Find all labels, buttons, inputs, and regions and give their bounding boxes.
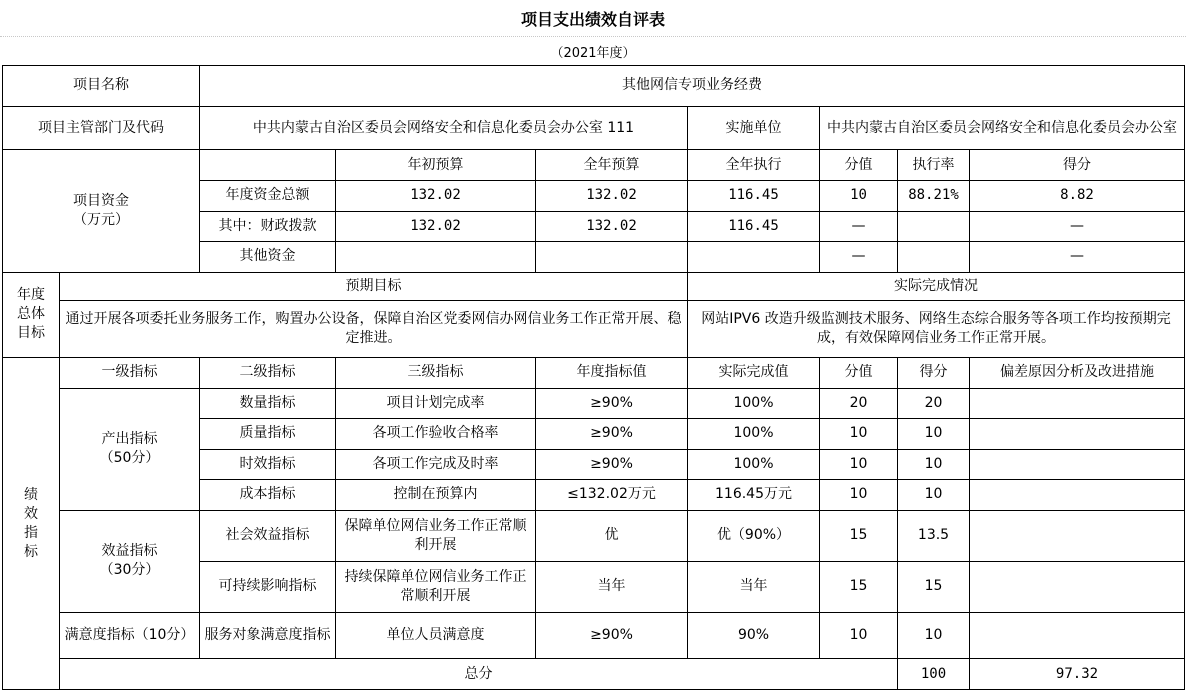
deviation-cell <box>970 612 1185 659</box>
header-actual: 实际完成值 <box>688 358 820 389</box>
impl-unit-value: 中共内蒙古自治区委员会网络安全和信息化委员会办公室 <box>820 106 1185 150</box>
deviation-cell <box>970 480 1185 511</box>
actual-cell: 90% <box>688 612 820 659</box>
header-level1: 一级指标 <box>60 358 200 389</box>
performance-indicator-label-char: 绩 <box>24 486 38 503</box>
table-row <box>3 510 1185 561</box>
goals-content-row <box>3 301 1185 358</box>
performance-indicator-label <box>3 358 60 690</box>
performance-indicator-label-char: 指 <box>24 524 38 541</box>
annual-goal-label-line: 目标 <box>17 325 45 342</box>
funds-initial: 132.02 <box>336 181 536 212</box>
score-value-cell: 10 <box>820 480 898 511</box>
funds-header-score: 得分 <box>970 150 1185 181</box>
funds-label-line2: （万元） <box>73 212 129 229</box>
level2-cell: 质量指标 <box>200 419 336 450</box>
actual-status-text: 网站IPV6 改造升级监测技术服务、网络生态综合服务等各项工作均按预期完成，有效保障网信业务工作正常开展。 <box>688 301 1185 358</box>
score-value-cell: 20 <box>820 388 898 419</box>
dept-value: 中共内蒙古自治区委员会网络安全和信息化委员会办公室 111 <box>200 106 688 150</box>
goals-header-row <box>3 272 1185 301</box>
effect-indicator-label-line2: （30分） <box>99 562 160 579</box>
indicator-header-row <box>3 358 1185 389</box>
funds-annual: 132.02 <box>536 181 688 212</box>
header-score: 得分 <box>898 358 970 389</box>
level3-cell: 项目计划完成率 <box>336 388 536 419</box>
level2-cell: 社会效益指标 <box>200 510 336 561</box>
header-score-value: 分值 <box>820 358 898 389</box>
target-cell: ≥90% <box>536 449 688 480</box>
funds-executed: 116.45 <box>688 181 820 212</box>
score-value-cell: 15 <box>820 510 898 561</box>
total-score: 97.32 <box>970 659 1185 690</box>
level2-cell: 成本指标 <box>200 480 336 511</box>
funds-header-score-value: 分值 <box>820 150 898 181</box>
target-cell: ≤132.02万元 <box>536 480 688 511</box>
funds-rate: 88.21% <box>898 181 970 212</box>
funds-executed: 116.45 <box>688 211 820 242</box>
score-value-cell: 15 <box>820 561 898 612</box>
annual-goal-label-line: 总体 <box>17 306 45 323</box>
header-level3: 三级指标 <box>336 358 536 389</box>
funds-score: 8.82 <box>970 181 1185 212</box>
funds-header-rate: 执行率 <box>898 150 970 181</box>
actual-cell: 100% <box>688 449 820 480</box>
funds-row-label-header <box>200 150 336 181</box>
deviation-cell <box>970 419 1185 450</box>
header-target: 年度指标值 <box>536 358 688 389</box>
performance-indicator-label-char: 效 <box>24 505 38 522</box>
annual-goal-label-line: 年度 <box>17 287 45 304</box>
performance-indicator-label-char: 标 <box>24 543 38 560</box>
funds-row-label: 其他资金 <box>200 242 336 273</box>
effect-indicator-label <box>60 510 200 612</box>
level2-cell: 服务对象满意度指标 <box>200 612 336 659</box>
satisfaction-indicator-label: 满意度指标（10分） <box>60 612 200 659</box>
level2-cell: 时效指标 <box>200 449 336 480</box>
deviation-cell <box>970 510 1185 561</box>
funds-initial <box>336 242 536 273</box>
score-cell: 10 <box>898 419 970 450</box>
page-title: 项目支出绩效自评表 <box>0 0 1186 37</box>
actual-cell: 100% <box>688 388 820 419</box>
funds-label <box>3 150 200 272</box>
target-cell: ≥90% <box>536 419 688 450</box>
funds-label-line1: 项目资金 <box>73 193 129 210</box>
target-cell: 优 <box>536 510 688 561</box>
actual-cell: 优（90%） <box>688 510 820 561</box>
table-row <box>3 612 1185 659</box>
deviation-cell <box>970 561 1185 612</box>
actual-cell: 100% <box>688 419 820 450</box>
funds-score-value: — <box>820 242 898 273</box>
funds-annual <box>536 242 688 273</box>
level3-cell: 控制在预算内 <box>336 480 536 511</box>
total-row <box>3 659 1185 690</box>
header-level2: 二级指标 <box>200 358 336 389</box>
target-cell: 当年 <box>536 561 688 612</box>
actual-cell: 116.45万元 <box>688 480 820 511</box>
level2-cell: 数量指标 <box>200 388 336 419</box>
funds-header-executed: 全年执行 <box>688 150 820 181</box>
funds-rate <box>898 211 970 242</box>
expected-goal-text: 通过开展各项委托业务服务工作，购置办公设备，保障自治区党委网信办网信业务工作正常开展、稳定推进。 <box>60 301 688 358</box>
annual-goal-label <box>3 272 60 358</box>
self-evaluation-table <box>2 65 1185 690</box>
funds-annual: 132.02 <box>536 211 688 242</box>
funds-header-annual: 全年预算 <box>536 150 688 181</box>
actual-status-header: 实际完成情况 <box>688 272 1185 301</box>
dept-label: 项目主管部门及代码 <box>3 106 200 150</box>
level2-cell: 可持续影响指标 <box>200 561 336 612</box>
score-cell: 15 <box>898 561 970 612</box>
score-cell: 10 <box>898 612 970 659</box>
score-cell: 20 <box>898 388 970 419</box>
expected-goal-header: 预期目标 <box>60 272 688 301</box>
deviation-cell <box>970 449 1185 480</box>
impl-unit-label: 实施单位 <box>688 106 820 150</box>
funds-score: — <box>970 211 1185 242</box>
level3-cell: 各项工作验收合格率 <box>336 419 536 450</box>
funds-header-row <box>3 150 1185 181</box>
output-indicator-label <box>60 388 200 510</box>
score-cell: 13.5 <box>898 510 970 561</box>
project-name-row <box>3 66 1185 107</box>
funds-executed <box>688 242 820 273</box>
project-name-label: 项目名称 <box>3 66 200 107</box>
total-score-value: 100 <box>898 659 970 690</box>
total-label: 总分 <box>60 659 898 690</box>
deviation-cell <box>970 388 1185 419</box>
output-indicator-label-line1: 产出指标 <box>101 431 158 448</box>
project-dept-row <box>3 106 1185 150</box>
funds-row-label: 其中：财政拨款 <box>200 211 336 242</box>
score-cell: 10 <box>898 449 970 480</box>
level3-cell: 持续保障单位网信业务工作正常顺利开展 <box>336 561 536 612</box>
target-cell: ≥90% <box>536 388 688 419</box>
table-row <box>3 388 1185 419</box>
score-cell: 10 <box>898 480 970 511</box>
report-year: （2021年度） <box>550 45 636 61</box>
funds-initial: 132.02 <box>336 211 536 242</box>
score-value-cell: 10 <box>820 612 898 659</box>
target-cell: ≥90% <box>536 612 688 659</box>
funds-score-value: 10 <box>820 181 898 212</box>
effect-indicator-label-line1: 效益指标 <box>101 543 158 560</box>
score-value-cell: 10 <box>820 449 898 480</box>
score-value-cell: 10 <box>820 419 898 450</box>
funds-score: — <box>970 242 1185 273</box>
actual-cell: 当年 <box>688 561 820 612</box>
level3-cell: 保障单位网信业务工作正常顺利开展 <box>336 510 536 561</box>
level3-cell: 单位人员满意度 <box>336 612 536 659</box>
output-indicator-label-line2: （50分） <box>99 450 160 467</box>
funds-header-initial: 年初预算 <box>336 150 536 181</box>
project-name-value: 其他网信专项业务经费 <box>200 66 1185 107</box>
funds-rate <box>898 242 970 273</box>
level3-cell: 各项工作完成及时率 <box>336 449 536 480</box>
header-deviation: 偏差原因分析及改进措施 <box>970 358 1185 389</box>
funds-score-value: — <box>820 211 898 242</box>
funds-row-label: 年度资金总额 <box>200 181 336 212</box>
